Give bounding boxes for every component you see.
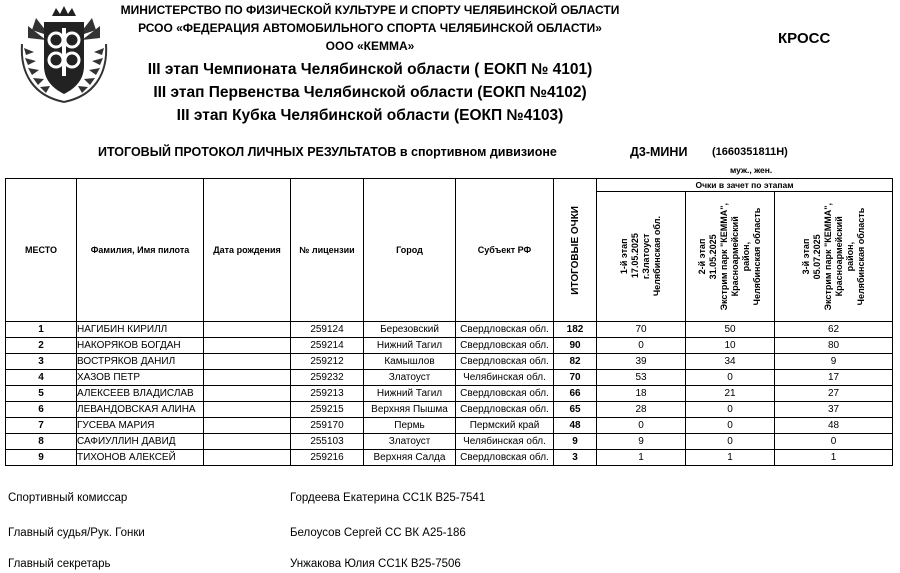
row-region: Свердловская обл. (456, 322, 554, 338)
row-city: Пермь (364, 418, 456, 434)
chief-judge-name: Белоусов Сергей СС ВК А25-186 (290, 527, 466, 539)
chief-judge-label: Главный судья/Рук. Гонки (8, 527, 145, 539)
row-region: Свердловская обл. (456, 386, 554, 402)
row-birth-date (204, 434, 291, 450)
stage1-header-line: 17.05.2025 (630, 233, 640, 280)
row-stage1-points: 0 (597, 418, 686, 434)
stage1-header-line: 1-й этап (619, 238, 629, 275)
row-birth-date (204, 322, 291, 338)
row-pilot-name: ГУСЕВА МАРИЯ (77, 418, 204, 434)
row-region: Челябинская обл. (456, 434, 554, 450)
row-stage1-points: 1 (597, 450, 686, 466)
row-stage3-points: 1 (775, 450, 893, 466)
row-place: 6 (6, 402, 77, 418)
row-region: Свердловская обл. (456, 450, 554, 466)
row-license: 259214 (291, 338, 364, 354)
stage2-header-line: Челябинская область (752, 207, 762, 306)
row-pilot-name: ВОСТРЯКОВ ДАНИЛ (77, 354, 204, 370)
row-city: Верхняя Пышма (364, 402, 456, 418)
row-city: Березовский (364, 322, 456, 338)
row-place: 4 (6, 370, 77, 386)
row-pilot-name: САФИУЛЛИН ДАВИД (77, 434, 204, 450)
row-city: Златоуст (364, 370, 456, 386)
row-birth-date (204, 418, 291, 434)
stage3-header-line: район, (844, 241, 855, 272)
row-pilot-name: ТИХОНОВ АЛЕКСЕЙ (77, 450, 204, 466)
row-city: Златоуст (364, 434, 456, 450)
row-stage3-points: 0 (775, 434, 893, 450)
row-city: Нижний Тагил (364, 338, 456, 354)
row-stage2-points: 21 (686, 386, 775, 402)
row-stage1-points: 39 (597, 354, 686, 370)
row-region: Пермский край (456, 418, 554, 434)
row-stage3-points: 80 (775, 338, 893, 354)
col-stage1-header (597, 192, 686, 322)
row-pilot-name: НАКОРЯКОВ БОГДАН (77, 338, 204, 354)
row-pilot-name: ЛЕВАНДОВСКАЯ АЛИНА (77, 402, 204, 418)
federation-title: РСОО «ФЕДЕРАЦИЯ АВТОМОБИЛЬНОГО СПОРТА ЧЕЛЯБИНСКОЙ ОБЛАСТИ» (138, 21, 602, 35)
division-code: (1660351811Н) (712, 146, 788, 158)
table-row (6, 322, 893, 338)
row-place: 9 (6, 450, 77, 466)
commissioner-label: Спортивный комиссар (8, 492, 128, 504)
row-total-points: 182 (554, 322, 597, 338)
stage1-header-line: г.Златоуст (641, 233, 651, 280)
table-row (6, 434, 893, 450)
row-stage3-points: 9 (775, 354, 893, 370)
row-region: Свердловская обл. (456, 338, 554, 354)
row-place: 3 (6, 354, 77, 370)
chief-secretary-name: Унжакова Юлия СС1К В25-7506 (290, 558, 461, 570)
row-place: 8 (6, 434, 77, 450)
row-license: 259124 (291, 322, 364, 338)
table-row (6, 354, 893, 370)
row-stage2-points: 34 (686, 354, 775, 370)
row-stage3-points: 37 (775, 402, 893, 418)
stage-first-title: III этап Первенства Челябинской области (ЕОКП №4102) (153, 84, 587, 101)
table-row (6, 418, 893, 434)
col-name-header: Фамилия, Имя пилота (77, 179, 204, 322)
stage2-header-line: Красноармейский (730, 216, 740, 297)
row-place: 5 (6, 386, 77, 402)
row-total-points: 48 (554, 418, 597, 434)
commissioner-name: Гордеева Екатерина СС1К В25-7541 (290, 492, 486, 504)
row-total-points: 9 (554, 434, 597, 450)
row-stage1-points: 9 (597, 434, 686, 450)
stage2-header-line: 31.05.2025 (708, 233, 718, 280)
stage1-header-line: Челябинская обл. (652, 216, 662, 297)
row-stage2-points: 10 (686, 338, 775, 354)
row-stage1-points: 70 (597, 322, 686, 338)
ministry-title: МИНИСТЕРСТВО ПО ФИЗИЧЕСКОЙ КУЛЬТУРЕ И СПОРТУ ЧЕЛЯБИНСКОЙ ОБЛАСТИ (120, 3, 620, 17)
row-stage2-points: 1 (686, 450, 775, 466)
row-total-points: 90 (554, 338, 597, 354)
col-stage2-header (686, 192, 775, 322)
row-total-points: 66 (554, 386, 597, 402)
col-region-header: Субъект РФ (456, 179, 554, 322)
discipline-label: КРОСС (778, 30, 831, 47)
results-table (5, 178, 893, 466)
row-place: 1 (6, 322, 77, 338)
row-total-points: 65 (554, 402, 597, 418)
company-title: ООО «КЕММА» (325, 39, 415, 53)
table-row (6, 338, 893, 354)
col-birth-header: Дата рождения (204, 179, 291, 322)
row-stage2-points: 0 (686, 370, 775, 386)
row-stage3-points: 17 (775, 370, 893, 386)
row-license: 259215 (291, 402, 364, 418)
col-city-header: Город (364, 179, 456, 322)
row-region: Челябинская обл. (456, 370, 554, 386)
row-region: Свердловская обл. (456, 354, 554, 370)
row-pilot-name: НАГИБИН КИРИЛЛ (77, 322, 204, 338)
col-total-header: ИТОГОВЫЕ ОЧКИ (554, 179, 597, 322)
stage-cup-title: III этап Кубка Челябинской области (ЕОКП №4103) (176, 107, 564, 124)
col-license-header: № лицензии (291, 179, 364, 322)
row-place: 7 (6, 418, 77, 434)
stage3-header-line: Челябинская область (855, 207, 866, 306)
row-birth-date (204, 402, 291, 418)
col-stage3-header (775, 192, 893, 322)
table-row (6, 450, 893, 466)
row-license: 259216 (291, 450, 364, 466)
row-pilot-name: АЛЕКСЕЕВ ВЛАДИСЛАВ (77, 386, 204, 402)
stages-group-header: Очки в зачет по этапам (597, 179, 893, 192)
row-place: 2 (6, 338, 77, 354)
row-birth-date (204, 386, 291, 402)
gender-label: муж., жен. (730, 165, 773, 175)
row-city: Камышлов (364, 354, 456, 370)
row-license: 259170 (291, 418, 364, 434)
table-row (6, 386, 893, 402)
row-stage1-points: 18 (597, 386, 686, 402)
chief-secretary-label: Главный секретарь (8, 558, 111, 570)
row-pilot-name: ХАЗОВ ПЕТР (77, 370, 204, 386)
row-stage1-points: 28 (597, 402, 686, 418)
stage-championship-title: III этап Чемпионата Челябинской области ( ЕОКП № 4101) (147, 61, 593, 78)
stage2-header-line: Экстрим парк "КЕММА", (719, 202, 729, 311)
row-license: 255103 (291, 434, 364, 450)
row-birth-date (204, 370, 291, 386)
row-region: Свердловская обл. (456, 402, 554, 418)
row-total-points: 70 (554, 370, 597, 386)
row-stage1-points: 53 (597, 370, 686, 386)
row-birth-date (204, 450, 291, 466)
protocol-title: ИТОГОВЫЙ ПРОТОКОЛ ЛИЧНЫХ РЕЗУЛЬТАТОВ в спортивном дивизионе (98, 145, 557, 159)
row-stage2-points: 0 (686, 402, 775, 418)
table-row (6, 402, 893, 418)
stage3-header-line: 3-й этап (800, 238, 811, 275)
row-city: Нижний Тагил (364, 386, 456, 402)
row-birth-date (204, 354, 291, 370)
stage3-header-line: 05.07.2025 (811, 233, 822, 280)
row-stage2-points: 0 (686, 418, 775, 434)
table-row (6, 370, 893, 386)
col-place-header: МЕСТО (6, 179, 77, 322)
row-stage3-points: 62 (775, 322, 893, 338)
row-license: 259213 (291, 386, 364, 402)
row-stage2-points: 50 (686, 322, 775, 338)
row-stage3-points: 27 (775, 386, 893, 402)
row-city: Верхняя Салда (364, 450, 456, 466)
row-total-points: 82 (554, 354, 597, 370)
row-license: 259212 (291, 354, 364, 370)
stage2-header-line: район, (741, 241, 751, 272)
row-total-points: 3 (554, 450, 597, 466)
row-stage3-points: 48 (775, 418, 893, 434)
division-label: Д3-МИНИ (630, 145, 688, 159)
row-license: 259232 (291, 370, 364, 386)
row-stage2-points: 0 (686, 434, 775, 450)
row-stage1-points: 0 (597, 338, 686, 354)
stage2-header-line: 2-й этап (697, 238, 707, 275)
stage3-header-line: Красноармейский (833, 216, 844, 297)
stage3-header-line: Экстрим парк "КЕММА", (822, 202, 833, 311)
row-birth-date (204, 338, 291, 354)
